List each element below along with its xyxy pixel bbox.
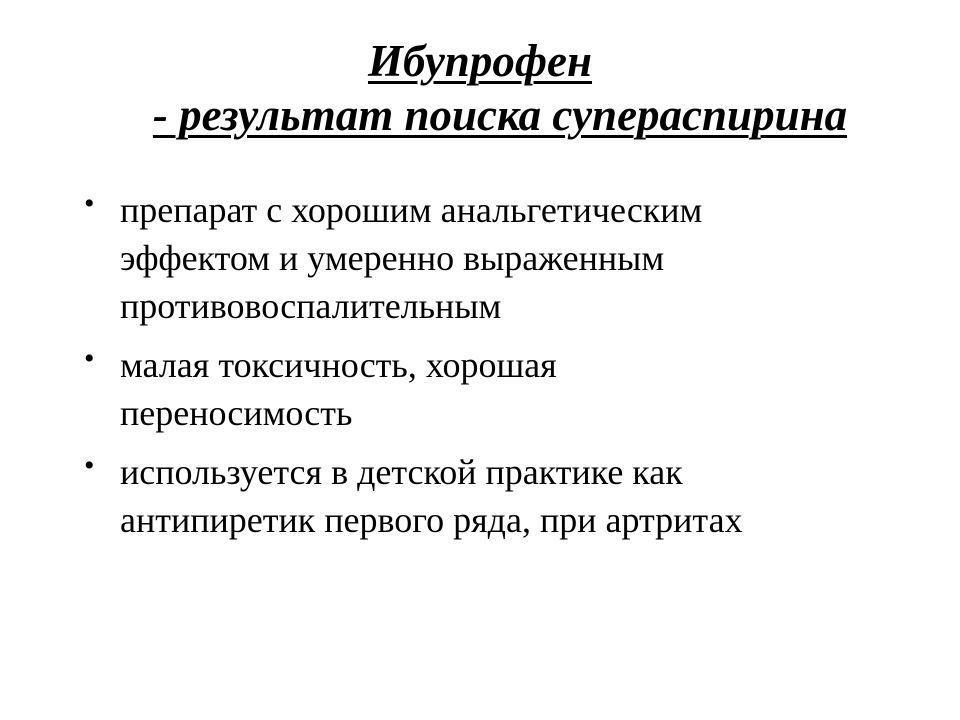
bullet-dot-icon: •: [84, 449, 95, 482]
list-item: [82, 341, 942, 437]
bullet-dot-icon: •: [84, 342, 95, 375]
list-item: [82, 448, 942, 544]
title-line-2: - результат поиска супераспирина: [152, 90, 848, 140]
slide-title: [0, 34, 960, 142]
bullet-text: препарат с хорошим анальгетическим эффектом и умеренно выраженным противовоспалительным: [120, 190, 703, 326]
bullet-text: используется в детской практике как антипиретик первого ряда, при артритах: [120, 452, 743, 540]
bullet-list: [82, 186, 942, 555]
bullet-dot-icon: •: [84, 187, 95, 220]
list-item: [82, 186, 942, 330]
title-line-1: Ибупрофен: [367, 36, 593, 86]
bullet-text: малая токсичность, хорошая переносимость: [120, 345, 557, 433]
